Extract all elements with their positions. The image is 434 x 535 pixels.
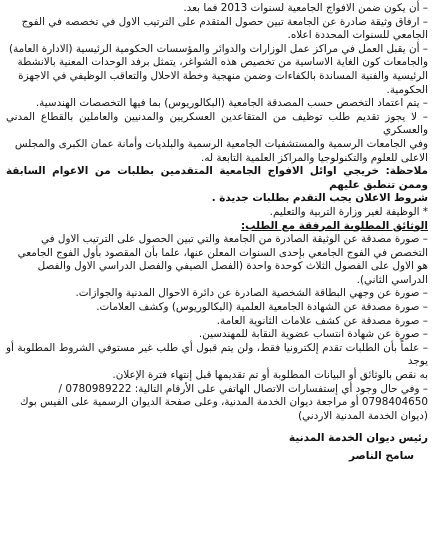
text-line: وفي الجامعات الرسمية والمستشفيات الجامعية الرسمية والبلديات وأمانة عمان الكبرى والمجلس xyxy=(14,137,428,150)
text-line: – أن يكون ضمن الافواج الجامعية لسنوات 2013 فما بعد. xyxy=(183,2,428,14)
text-line: الجامعي للسنوات المحددة اعلاه. xyxy=(287,29,428,42)
text-line: – وفي حال وجود أي إستفسارات الاتصال الهاتفي على الأرقام التالية: 0780989222 / xyxy=(58,382,428,395)
text-line: به نقص بالوثائق أو البيانات المطلوبة أو تم تقديمها قبل إنتهاء فترة الإعلان. xyxy=(112,369,428,382)
text-line: – لا يجوز تقديم طلب توظيف من المتقاعدين العسكريين والمدنيين والعاملين بالقطاع المدني والعسكري xyxy=(6,110,428,137)
text-line: (ديوان الخدمة المدنية الاردني) xyxy=(298,409,428,422)
text-line: * الوظيفة لغير وزارة التربية والتعليم. xyxy=(269,205,428,218)
text-line: الوثائق المطلوبة المرفقة مع الطلب: xyxy=(240,219,428,232)
text-line: الرئيسية والفنية المساندة بالكفاءات وضمن منهجية وخطة الاحلال والتعاقب الوظيفي في الاجهزة xyxy=(18,69,428,82)
signature-block xyxy=(6,429,428,465)
text-line: هو الاول على الفصول الثلاث كوحدة واحدة (الفصل الصيفي والفصل الدراسي الاول والفصل xyxy=(37,260,428,273)
text-line: والجامعات كون الغاية الاساسية من تخصيص هذه الشواغر، يتمثل برفد الوحدات المعنية بالانشطة xyxy=(17,56,428,69)
text-line: – أن يقبل العمل في مراكز عمل الوزارات والدوائر والمؤسسات الحكومية الرئيسية (الادارة العامة) xyxy=(9,42,428,55)
announcement-body xyxy=(6,2,428,423)
text-line: – صورة مصدقة عن الشهادة الجامعية العلمية (البكالوريوس) وكشف العلامات. xyxy=(96,301,428,314)
text-line: 0798404650 أو مراجعة ديوان الخدمة المدنية، وعلى صفحة الديوان الرسمية على الفيس بوك xyxy=(19,396,428,409)
signature-title: رئيس ديوان الخدمة المدنية xyxy=(288,432,428,445)
text-line: – صورة مصدقة عن كشف علامات الثانوية العامة. xyxy=(216,314,428,327)
text-line: – صورة مصدقة عن الوثيقة الصادرة من الجامعة والتي تبين الحصول على الترتيب الاول في xyxy=(41,233,428,246)
text-line: الحكومية. xyxy=(386,83,428,96)
text-line: ملاحظة: خريجي اوائل الافواج الجامعية المتقدمين بطلبات من الاعوام السابقة وممن تنطبق عليهم xyxy=(6,165,428,191)
signature-name: سامح الناصر xyxy=(348,450,414,463)
text-line: – ارفاق وثيقة صادرة عن الجامعة تبين حصول المتقدم على الترتيب الاول في تخصصه في الفوج xyxy=(21,15,428,28)
text-line: التخصص في الفوج الجامعي بإحدى السنوات المعلن عنها، علما بأن المقصود بأول الفوج الجامعي xyxy=(17,246,428,259)
text-line: الاعلى للعلوم والتكنولوجيا والمراكز العلمية التابعة له. xyxy=(201,151,428,164)
text-line: – علماً بأن الطلبات تقدم إلكترونيا فقط، ولن يتم قبول أي طلب غير مستوفي الشروط المطلوبة أو يوجد xyxy=(6,341,428,368)
text-line: – صورة عن شهادة انتساب عضوية النقابة للمهندسين. xyxy=(198,328,428,341)
text-line: – صورة عن وجهي البطاقة الشخصية الصادرة عن دائرة الاحوال المدنية والجوازات. xyxy=(75,287,428,300)
text-line: الدراسي الثاني). xyxy=(356,273,428,286)
text-line: – يتم اعتماد التخصص حسب المصدقة الجامعية (البكالوريوس) بما فيها التخصصات الهندسية. xyxy=(35,97,428,110)
text-line: شروط الاعلان يجب التقدم بطلبات جديدة . xyxy=(211,192,428,205)
